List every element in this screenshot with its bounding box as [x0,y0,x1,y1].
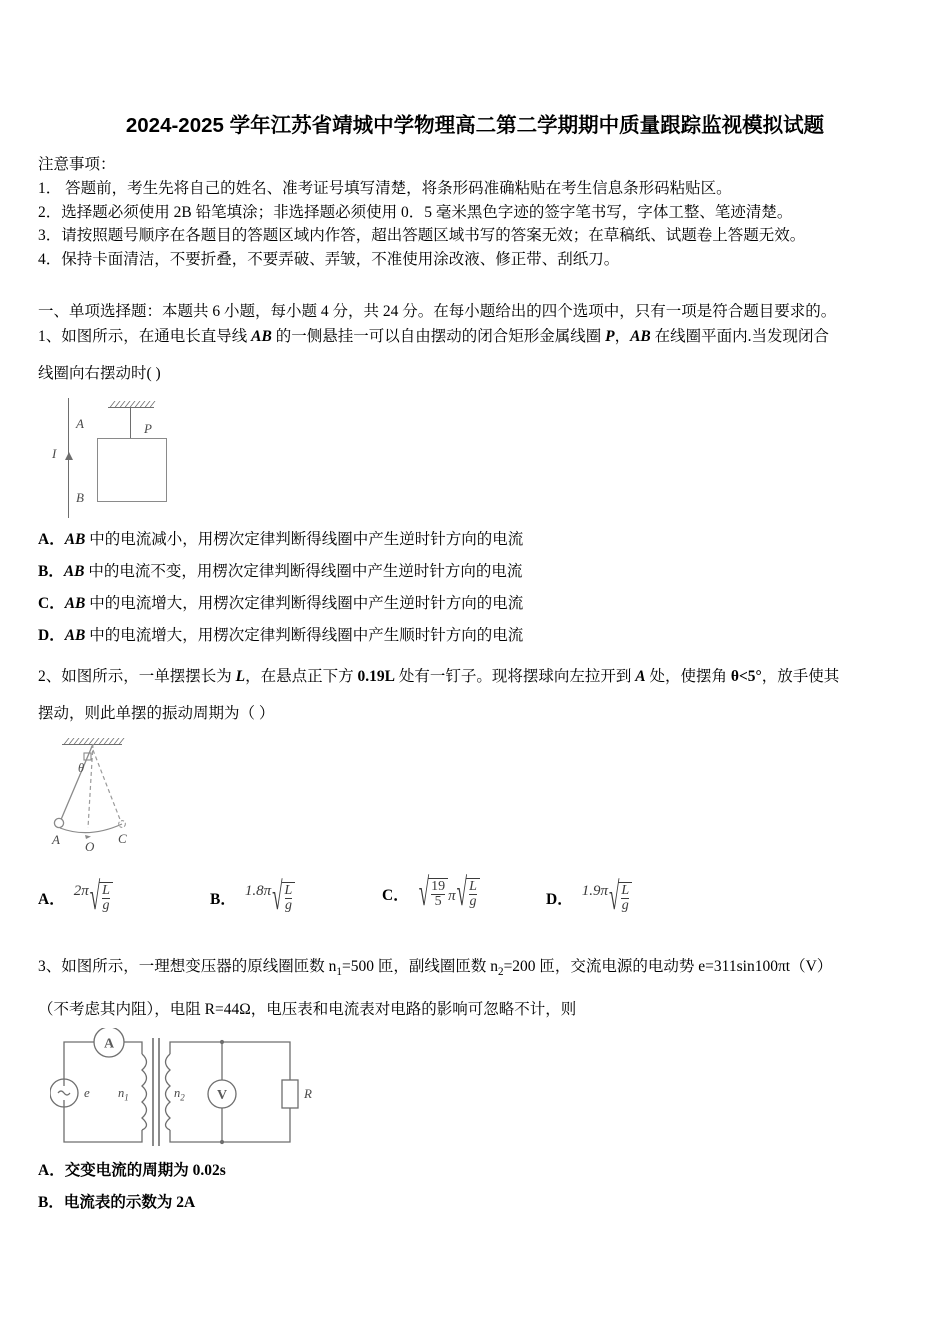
notice-item: 3．请按照题号顺序在各题目的答题区域内作答，超出答题区域书写的答案无效；在草稿纸、试题卷上答题无效。 [38,227,806,244]
question-1-options [38,524,523,652]
question-2-stem-line2: 摆动，则此单摆的振动周期为（ ） [38,705,275,722]
figure-label-n2: $n_2$ [174,1086,185,1103]
current-direction-arrow-icon [65,452,73,460]
option-a[interactable]: A．交变电流的周期为 0.02s [38,1162,226,1179]
figure-label-n1: $n_1$ [118,1086,129,1103]
option-d[interactable]: D． 1.9π √ L g [546,882,632,913]
option-b[interactable]: B． 1.8π √ L g [210,882,295,913]
option-b[interactable]: B．电流表的示数为 2A [38,1194,196,1211]
figure-label-b: B [76,490,84,505]
figure-label-a: A [52,832,60,847]
svg-text:V: V [216,1088,228,1103]
question-3-stem [38,955,933,1021]
option-a[interactable]: A． 2π √ L g [38,882,113,913]
question-1-stem-line1: 1、如图所示，在通电长直导线 AB 的一侧悬挂一可以自由摆动的闭合矩形金属线圈 P，AB 在线圈平面内.当发现闭合 [38,328,830,345]
section-heading: 一、单项选择题：本题共 6 小题，每小题 4 分，共 24 分。在每小题给出的四个选项中，只有一项是符合题目要求的。 [38,303,837,320]
option-a[interactable]: A．AB 中的电流减小，用楞次定律判断得线圈中产生逆时针方向的电流 [38,531,524,548]
sqrt-icon: √ 19 5 [419,878,448,909]
option-d[interactable]: D．AB 中的电流增大，用楞次定律判断得线圈中产生顺时针方向的电流 [38,627,524,644]
question-2-stem-line1: 2、如图所示，一单摆摆长为 L，在悬点正下方 0.19L 处有一钉子。现将摆球向左拉开到 A 处，使摆角 θ<5°，放手使其 [38,668,840,685]
figure-label-current: I [52,446,57,461]
figure-label-p: P [144,421,152,436]
option-c[interactable]: C． √ 19 5 π √ L g [382,878,480,909]
figure-label-o: O [85,839,95,854]
sqrt-icon: √ L g [90,882,113,913]
figure-label-c: C [118,831,127,846]
notice-heading: 注意事项： [38,156,116,173]
question-3-stem-line1: 3、如图所示，一理想变压器的原线圈匝数 $n_1=500$ 匝，副线圈匝数 $n_2=200$ 匝，交流电源的电动势 e=311sin100πt（V） [38,958,833,979]
question-2-options [38,872,698,930]
sqrt-icon: √ L g [457,878,480,909]
option-c[interactable]: C．AB 中的电流增大，用楞次定律判断得线圈中产生逆时针方向的电流 [38,595,524,612]
transformer-circuit-svg [50,1028,320,1156]
notice-item: 4．保持卡面清洁，不要折叠，不要弄破、弄皱，不准使用涂改液、修正带、刮纸刀。 [38,250,620,268]
figure-simple-pendulum [44,736,194,862]
notice-item: 1． 答题前，考生先将自己的姓名、准考证号填写清楚，将条形码准确粘贴在考生信息条形码粘贴区。 [38,180,732,197]
question-1-stem-line2: 线圈向右摆动时( ) [38,365,161,382]
figure-label-a: A [76,416,84,431]
svg-text:A: A [103,1036,115,1052]
notice-item: 2．选择题必须使用 2B 铅笔填涂；非选择题必须使用 0．5 毫米黑色字迹的签字笔书写，字体工整、笔迹清楚。 [38,203,793,221]
question-1-stem [38,325,933,385]
sqrt-icon: √ L g [272,882,295,913]
figure-label-theta: θ [78,761,85,775]
figure-label-r: R [304,1086,312,1101]
question-3-stem-line2: （不考虑其内阻），电阻 R=44Ω，电压表和电流表对电路的影响可忽略不计，则 [38,1001,577,1019]
sqrt-icon: √ L g [609,882,632,913]
coil-rectangle-p [97,438,167,502]
figure-label-emf: e [84,1085,90,1100]
page-title: 2024-2025 学年江苏省靖城中学物理高二第二学期期中质量跟踪监视模拟试题 [125,114,825,137]
question-2-stem [38,665,933,725]
suspension-string [130,407,131,438]
question-3-options [38,1155,226,1219]
figure-straight-wire-and-coil [52,398,222,518]
figure-transformer-circuit [50,1028,320,1156]
notice-block [38,153,928,271]
option-b[interactable]: B．AB 中的电流不变，用楞次定律判断得线圈中产生逆时针方向的电流 [38,563,523,580]
